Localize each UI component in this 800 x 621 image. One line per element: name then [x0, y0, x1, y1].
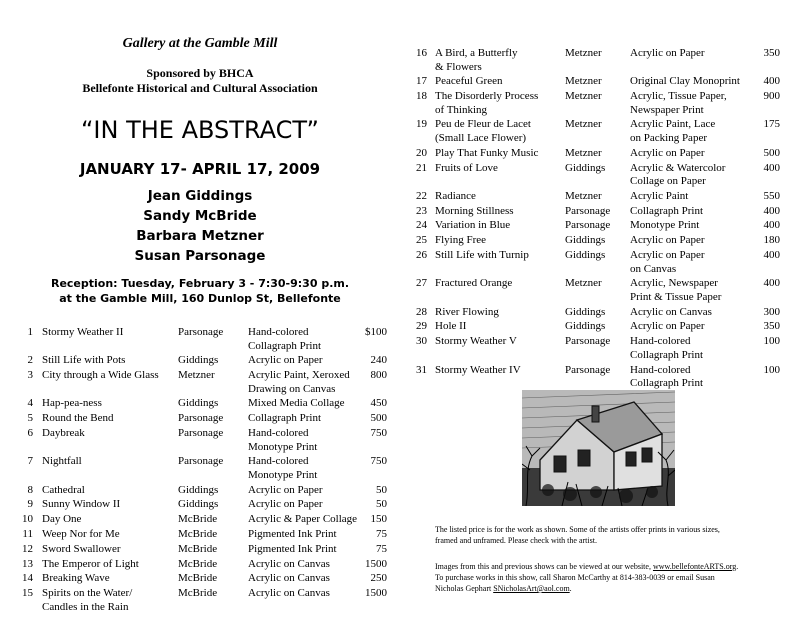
artwork-price: 500: [370, 412, 387, 425]
artwork-number: 1: [27, 326, 33, 338]
artwork-row: [0, 572, 400, 586]
artwork-price: 800: [370, 369, 387, 382]
sponsor-block: [0, 66, 400, 96]
artwork-title: [42, 412, 114, 426]
artwork-title: [435, 234, 486, 248]
artwork-price: 750: [370, 455, 387, 468]
artwork-price: 900: [763, 90, 780, 103]
artist-name: Jean Giddings: [147, 188, 253, 204]
artwork-title-line: of Thinking: [435, 103, 488, 116]
artwork-number: 9: [27, 498, 33, 511]
artwork-number: 12: [22, 542, 33, 555]
artwork-medium-line: Monotype Print: [630, 219, 700, 232]
artwork-title: [435, 147, 538, 161]
artwork-title-line: Sunny Window II: [42, 498, 121, 511]
artwork-number: 20: [416, 146, 427, 159]
artwork-number: 23: [416, 204, 427, 217]
artwork-title-line: Daybreak: [42, 427, 85, 439]
artwork-artist: Parsonage: [178, 427, 224, 439]
website-line: [435, 561, 738, 572]
artwork-row: [400, 162, 800, 189]
artwork-medium-line: on Canvas: [630, 262, 677, 275]
artwork-artist: Metzner: [565, 146, 602, 159]
artwork-artist: Metzner: [565, 189, 602, 202]
artwork-medium-line: Acrylic on Paper: [630, 249, 705, 261]
artwork-number: 6: [27, 427, 33, 439]
artwork-medium: [248, 369, 350, 396]
artwork-row: [400, 118, 800, 145]
artwork-row: [0, 498, 400, 512]
artwork-artist: Giddings: [178, 483, 219, 496]
artwork-artist: Metzner: [565, 75, 602, 88]
artwork-medium: [248, 587, 330, 601]
artwork-title: [435, 90, 538, 117]
sponsor-line: Sponsored by BHCA: [146, 66, 254, 80]
artwork-medium-line: Acrylic on Paper: [630, 320, 705, 333]
artwork-medium: [630, 162, 725, 189]
artwork-medium: [630, 306, 712, 320]
artwork-medium: [630, 364, 703, 391]
artwork-medium-line: Acrylic on Canvas: [248, 587, 330, 600]
artwork-number: 24: [416, 219, 427, 232]
artwork-title: [42, 513, 81, 527]
artwork-medium-line: Hand-colored: [630, 335, 691, 348]
right-panel: [400, 0, 800, 621]
artwork-price: 550: [763, 189, 780, 202]
artwork-price: 240: [370, 354, 387, 367]
artwork-number: 2: [27, 354, 33, 367]
artwork-artist: Parsonage: [565, 363, 611, 376]
artwork-title-line: Stormy Weather II: [42, 326, 124, 338]
artwork-title: [42, 498, 120, 512]
artwork-number: 21: [416, 161, 427, 174]
artwork-title: [42, 369, 159, 383]
artwork-title-line: Variation in Blue: [435, 219, 511, 232]
artwork-price: 350: [763, 320, 780, 333]
artwork-medium-line: Collagraph Print: [248, 339, 322, 352]
artwork-price: 150: [370, 513, 387, 526]
purchase-line: To purchase works in this show, call Sharon McCarthy at 814-383-0039 or email Susan: [435, 573, 715, 582]
artwork-number: 31: [416, 363, 427, 376]
artwork-title: [435, 190, 476, 204]
artwork-artist: McBride: [178, 587, 218, 600]
artwork-medium: [630, 234, 705, 248]
artwork-medium-line: Hand-colored: [248, 427, 309, 439]
artwork-title: [435, 277, 512, 291]
artwork-artist: McBride: [178, 513, 218, 526]
artwork-artist: Giddings: [565, 234, 606, 247]
artwork-title: [435, 47, 518, 74]
artwork-title: [435, 249, 529, 263]
artwork-title-line: Candles in the Rain: [42, 600, 129, 613]
artwork-row: [0, 528, 400, 542]
artwork-price: 400: [763, 219, 780, 232]
artwork-row: [0, 354, 400, 368]
artwork-title-line: Play That Funky Music: [435, 146, 539, 159]
artwork-price: 450: [370, 397, 387, 410]
artwork-artist: Metzner: [565, 118, 602, 131]
artwork-title: [42, 427, 85, 441]
artwork-title-line: Still Life with Turnip: [435, 249, 529, 261]
artwork-medium-line: Collagraph Print: [630, 204, 704, 217]
artwork-artist: Metzner: [565, 277, 602, 290]
artwork-title: [435, 335, 517, 349]
artwork-medium: [248, 513, 357, 527]
artwork-medium-line: Acrylic, Newspaper: [630, 277, 718, 290]
artwork-medium: [630, 249, 705, 276]
artwork-row: [0, 558, 400, 572]
price-note-line: The listed price is for the work as shown. Some of the artists offer prints in various sizes,: [435, 525, 720, 534]
artwork-price: 50: [376, 498, 387, 511]
artwork-medium-line: Collagraph Print: [248, 412, 322, 425]
artwork-title-line: A Bird, a Butterfly: [435, 47, 518, 59]
artwork-artist: McBride: [178, 542, 218, 555]
artwork-medium-line: Acrylic, Tissue Paper,: [630, 90, 727, 103]
artwork-medium-line: Acrylic on Canvas: [248, 557, 330, 570]
artwork-title: [435, 118, 531, 145]
artwork-row: [400, 205, 800, 219]
artwork-medium-line: Collagraph Print: [630, 348, 704, 361]
email-end: .: [569, 584, 572, 593]
artwork-price: 750: [370, 427, 387, 439]
website-link[interactable]: www.bellefonteARTS.org: [652, 562, 737, 571]
artwork-number: 16: [416, 47, 427, 59]
artwork-title: [42, 558, 139, 572]
artwork-title-line: Weep Nor for Me: [42, 528, 120, 540]
artwork-medium-line: Monotype Print: [248, 440, 318, 453]
artwork-price: 250: [370, 572, 387, 585]
artwork-price: 75: [376, 542, 387, 555]
artwork-row: [400, 306, 800, 320]
artwork-title-line: Fractured Orange: [435, 277, 513, 290]
website-end: .: [736, 562, 739, 571]
artwork-number: 19: [416, 118, 427, 131]
artwork-artist: McBride: [178, 557, 218, 570]
artwork-medium-line: Acrylic on Paper: [248, 354, 323, 367]
artwork-title-line: River Flowing: [435, 305, 499, 318]
artwork-price: 400: [763, 204, 780, 217]
artwork-row: [0, 412, 400, 426]
artwork-number: 4: [27, 397, 33, 410]
artwork-number: 27: [416, 277, 427, 290]
artwork-medium: [248, 326, 321, 353]
artist-name: Barbara Metzner: [136, 228, 264, 244]
artwork-title-line: Nightfall: [42, 455, 82, 468]
artwork-medium-line: Acrylic & Paper Collage: [248, 513, 358, 526]
artwork-medium-line: Hand-colored: [248, 326, 309, 338]
artwork-title: [435, 205, 514, 219]
artwork-number: 29: [416, 320, 427, 333]
artwork-medium-line: Monotype Print: [248, 468, 318, 481]
artwork-medium-line: Acrylic on Paper: [248, 483, 323, 496]
artwork-title-line: Radiance: [435, 189, 476, 202]
artwork-artist: Metzner: [565, 47, 602, 59]
artwork-row: [400, 335, 800, 362]
artwork-medium: [630, 75, 740, 89]
artwork-artist: Parsonage: [565, 219, 611, 232]
artwork-artist: Parsonage: [178, 326, 224, 338]
artwork-medium: [630, 320, 705, 334]
artwork-artist: Giddings: [565, 320, 606, 333]
artist-name: Susan Parsonage: [134, 248, 266, 264]
artwork-title-line: Peaceful Green: [435, 75, 503, 88]
artwork-artist: Giddings: [178, 498, 219, 511]
artwork-row: [400, 277, 800, 304]
artwork-artist: Giddings: [565, 161, 606, 174]
artwork-medium: [248, 412, 321, 426]
email-line: [435, 583, 738, 594]
artwork-title-line: & Flowers: [435, 60, 482, 73]
artwork-title-line: Day One: [42, 513, 82, 526]
artwork-row: [0, 369, 400, 396]
artwork-title: [42, 326, 123, 340]
artwork-title-line: City through a Wide Glass: [42, 369, 159, 382]
artwork-artist: Giddings: [178, 354, 219, 367]
artwork-price: 500: [763, 146, 780, 159]
artwork-price: $100: [365, 326, 387, 338]
artwork-title-line: Morning Stillness: [435, 204, 514, 217]
artwork-medium-line: Original Clay Monoprint: [630, 75, 740, 88]
artwork-title: [42, 484, 85, 498]
artwork-row: [400, 47, 800, 74]
artwork-medium: [630, 118, 715, 145]
artwork-medium-line: Hand-colored: [248, 455, 309, 468]
artwork-medium: [248, 572, 330, 586]
artwork-medium-line: Acrylic on Paper: [630, 47, 705, 59]
artwork-title-line: Hole II: [435, 320, 467, 333]
artwork-title-line: Stormy Weather IV: [435, 363, 521, 376]
artist-name: Sandy McBride: [143, 208, 257, 224]
artwork-title-line: Hap-pea-ness: [42, 397, 102, 410]
artwork-title: [42, 354, 125, 368]
artwork-number: 28: [416, 305, 427, 318]
artwork-title: [42, 455, 82, 469]
artwork-title-line: Spirits on the Water/: [42, 587, 133, 600]
artwork-medium: [630, 205, 703, 219]
artwork-medium: [248, 543, 337, 557]
artwork-number: 14: [22, 572, 33, 585]
reception-location: at the Gamble Mill, 160 Dunlop St, Bellefonte: [59, 292, 341, 305]
artwork-medium-line: Acrylic & Watercolor: [630, 161, 726, 174]
email-text: Nicholas Gephart: [435, 584, 494, 593]
artwork-number: 15: [22, 587, 33, 600]
artwork-medium-line: Acrylic Paint, Xeroxed: [248, 369, 350, 382]
artwork-medium-line: Acrylic on Paper: [630, 234, 705, 247]
artwork-artist: McBride: [178, 528, 218, 540]
artwork-medium: [630, 219, 699, 233]
artwork-medium-line: Acrylic Paint, Lace: [630, 118, 716, 131]
artwork-title: [435, 306, 499, 320]
artwork-medium-line: Acrylic on Paper: [630, 146, 705, 159]
artwork-row: [0, 543, 400, 557]
artwork-title: [42, 587, 132, 614]
artwork-artist: Parsonage: [178, 412, 224, 425]
house-sketch-image: [522, 390, 675, 506]
artwork-price: 100: [763, 363, 780, 376]
artwork-medium-line: Collage on Paper: [630, 175, 706, 187]
artwork-title: [435, 75, 503, 89]
artwork-number: 22: [416, 189, 427, 202]
artwork-medium: [248, 498, 323, 512]
artwork-medium: [248, 427, 317, 454]
artwork-number: 3: [27, 369, 33, 382]
artwork-price: 180: [763, 234, 780, 247]
artwork-row: [0, 513, 400, 527]
sponsor-organization: Bellefonte Historical and Cultural Association: [82, 81, 318, 95]
artwork-title: [42, 528, 120, 542]
artwork-title: [435, 219, 510, 233]
artwork-row: [0, 455, 400, 482]
artwork-row: [400, 147, 800, 161]
artwork-row: [400, 364, 800, 391]
artwork-medium: [248, 397, 345, 411]
artwork-row: [400, 75, 800, 89]
reception-time: Reception: Tuesday, February 3 - 7:30-9:30 p.m.: [50, 277, 350, 290]
artwork-medium: [630, 190, 688, 204]
artwork-number: 30: [416, 335, 427, 348]
artwork-artist: Parsonage: [565, 204, 611, 217]
email-link[interactable]: SNicholasArt@aol.com: [493, 584, 570, 593]
artwork-artist: Metzner: [178, 369, 215, 382]
artwork-artist: Giddings: [178, 397, 219, 410]
artwork-title-line: Breaking Wave: [42, 572, 110, 585]
artwork-title-line: Still Life with Pots: [42, 354, 126, 367]
artwork-medium-line: Acrylic on Canvas: [630, 305, 712, 318]
artwork-number: 17: [416, 75, 427, 88]
website-text: Images from this and previous shows can be viewed at our website,: [435, 562, 653, 571]
artwork-row: [0, 587, 400, 614]
artwork-medium: [630, 90, 727, 117]
artwork-number: 8: [27, 483, 33, 496]
show-title: “IN THE ABSTRACT”: [81, 116, 319, 144]
artwork-medium-line: Print & Tissue Paper: [630, 290, 722, 303]
artwork-price: 175: [763, 118, 780, 131]
artwork-artist: McBride: [178, 572, 218, 585]
artwork-medium: [248, 528, 337, 542]
artist-list: [0, 186, 400, 266]
artwork-title: [42, 543, 121, 557]
reception-info: [0, 276, 400, 306]
artwork-row: [400, 320, 800, 334]
artwork-medium-line: Hand-colored: [630, 363, 691, 376]
artwork-row: [0, 397, 400, 411]
artwork-row: [400, 190, 800, 204]
artwork-medium-line: Newspaper Print: [630, 103, 704, 116]
artwork-title-line: Peu de Fleur de Lacet: [435, 118, 531, 131]
artwork-medium: [630, 277, 721, 304]
artwork-artist: Metzner: [565, 90, 602, 103]
artwork-artist: Giddings: [565, 305, 606, 318]
price-note: [435, 524, 720, 546]
artwork-medium-line: Acrylic on Canvas: [248, 572, 330, 585]
artwork-price: 50: [376, 483, 387, 496]
artwork-title-line: The Emperor of Light: [42, 557, 139, 570]
artwork-title-line: The Disorderly Process: [435, 90, 539, 103]
artwork-artist: Giddings: [565, 249, 606, 261]
artwork-number: 5: [27, 412, 33, 425]
artwork-number: 13: [22, 557, 33, 570]
artwork-medium: [630, 47, 705, 61]
artwork-row: [0, 484, 400, 498]
artwork-medium: [248, 558, 330, 572]
price-note-line: framed and unframed. Please check with the artist.: [435, 536, 597, 545]
artwork-row: [0, 326, 400, 353]
artwork-medium-line: Acrylic Paint: [630, 189, 689, 202]
artwork-medium-line: Pigmented Ink Print: [248, 528, 337, 540]
artwork-medium-line: Drawing on Canvas: [248, 382, 336, 395]
artwork-row: [400, 234, 800, 248]
artwork-title-line: (Small Lace Flower): [435, 131, 527, 144]
artwork-title: [435, 162, 498, 176]
artwork-price: 400: [763, 161, 780, 174]
artwork-medium-line: Pigmented Ink Print: [248, 542, 337, 555]
artwork-title-line: Stormy Weather V: [435, 335, 517, 348]
artwork-title-line: Round the Bend: [42, 412, 114, 425]
artwork-medium: [248, 455, 317, 482]
artwork-row: [0, 427, 400, 454]
artwork-medium: [248, 354, 323, 368]
artwork-number: 25: [416, 234, 427, 247]
artwork-price: 75: [376, 528, 387, 540]
artwork-price: 1500: [365, 587, 387, 600]
artwork-title-line: Sword Swallower: [42, 542, 121, 555]
artwork-price: 400: [763, 277, 780, 290]
artwork-price: 300: [763, 305, 780, 318]
show-dates: JANUARY 17- APRIL 17, 2009: [79, 160, 321, 178]
artwork-title: [435, 364, 521, 378]
artwork-artist: Parsonage: [178, 455, 224, 468]
artwork-title: [42, 572, 110, 586]
artwork-price: 400: [763, 249, 780, 261]
artwork-price: 100: [763, 335, 780, 348]
artwork-number: 18: [416, 90, 427, 103]
artwork-row: [400, 219, 800, 233]
artwork-title: [435, 320, 466, 334]
artwork-medium: [248, 484, 323, 498]
artwork-number: 11: [22, 528, 33, 540]
artwork-price: 1500: [365, 557, 387, 570]
artwork-number: 26: [416, 249, 427, 261]
artwork-medium: [630, 335, 703, 362]
artwork-row: [400, 90, 800, 117]
artwork-row: [400, 249, 800, 276]
artwork-number: 7: [27, 455, 33, 468]
artwork-title-line: Flying Free: [435, 234, 487, 247]
artwork-medium: [630, 147, 705, 161]
artwork-number: 10: [22, 513, 33, 526]
artwork-medium-line: on Packing Paper: [630, 131, 707, 144]
artwork-price: 350: [763, 47, 780, 59]
gallery-name: Gallery at the Gamble Mill: [122, 36, 278, 51]
artwork-artist: Parsonage: [565, 335, 611, 348]
artwork-medium-line: Mixed Media Collage: [248, 397, 345, 410]
contact-note: [435, 561, 738, 594]
artwork-title: [42, 397, 102, 411]
artwork-title-line: Cathedral: [42, 483, 85, 496]
artwork-title-line: Fruits of Love: [435, 161, 498, 174]
artwork-medium-line: Acrylic on Paper: [248, 498, 323, 511]
artwork-medium-line: Collagraph Print: [630, 377, 704, 389]
artwork-price: 400: [763, 75, 780, 88]
